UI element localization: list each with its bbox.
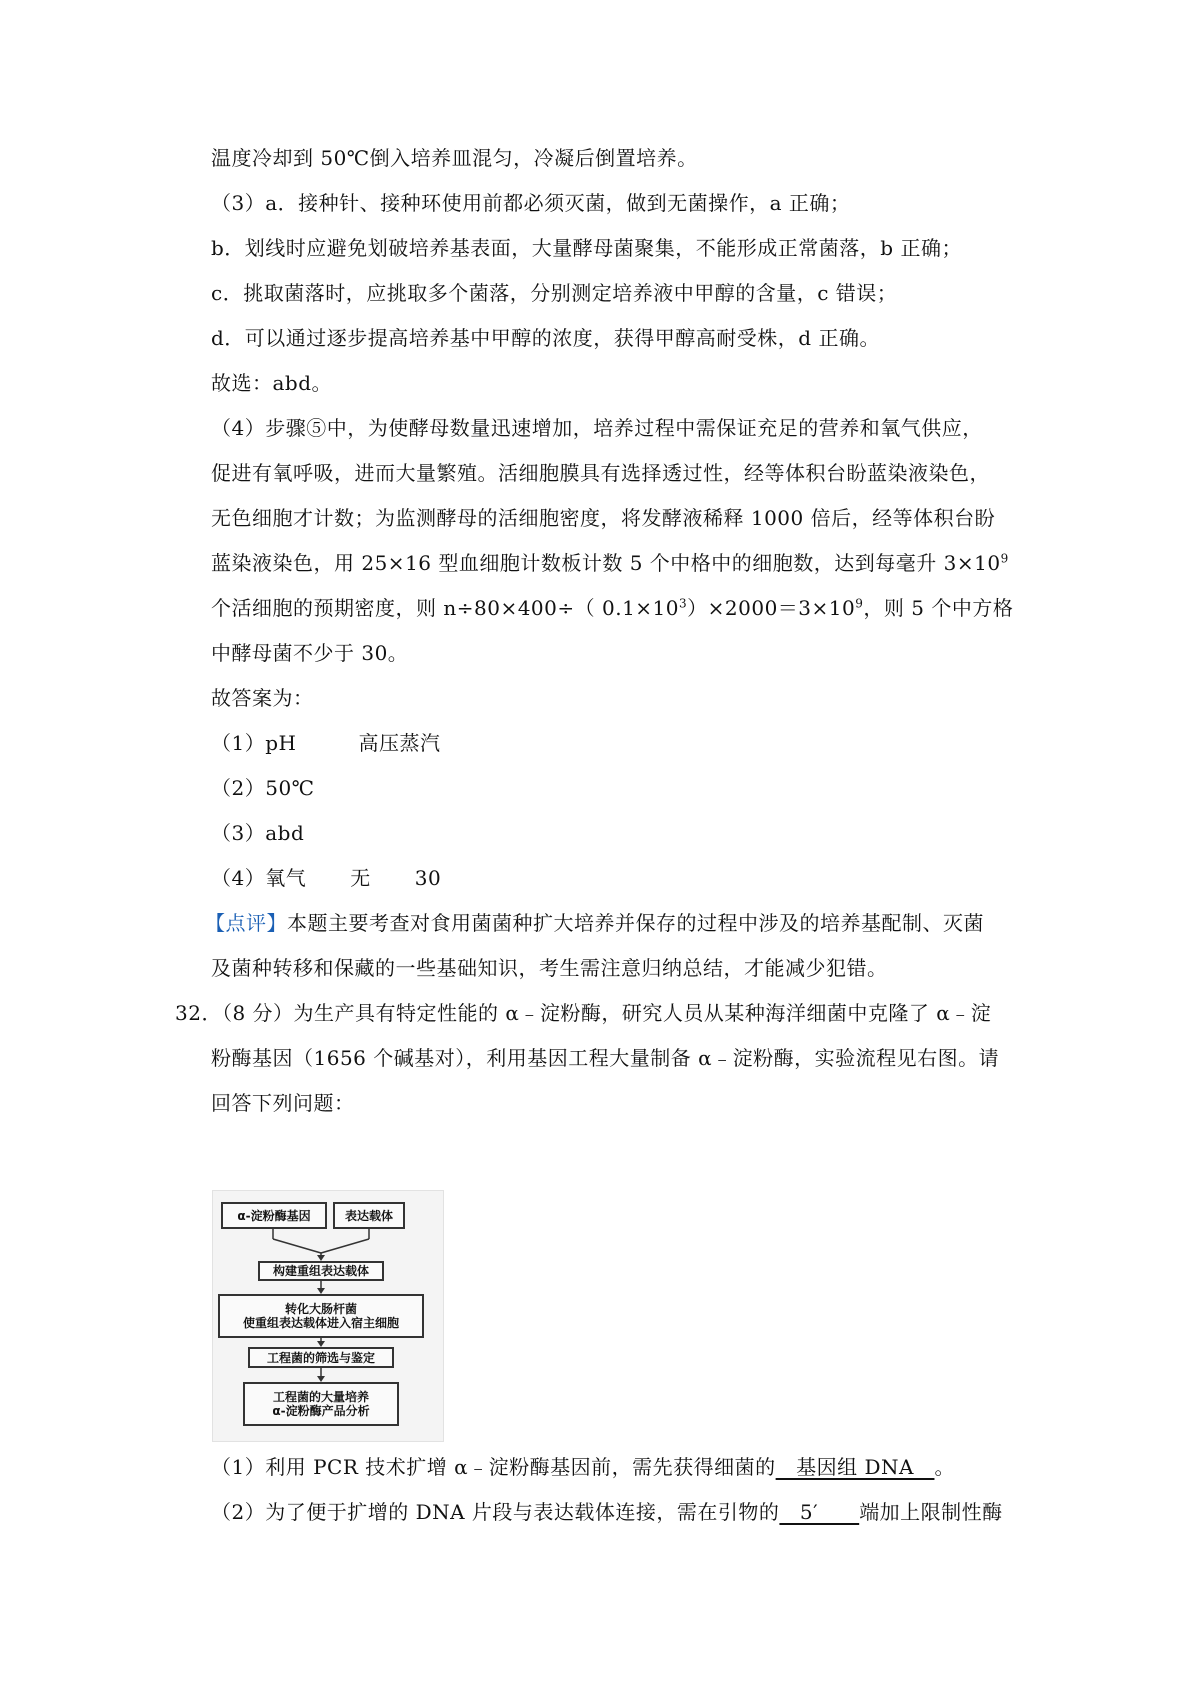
- answer-blank: 基因组 DNA: [775, 1455, 935, 1479]
- answer-blank: 5′: [779, 1500, 860, 1524]
- flow-box-label: 工程菌的大量培养: [272, 1390, 369, 1404]
- answer-header: 故答案为：: [211, 686, 314, 710]
- text-line: d．可以通过逐步提高培养基中甲醇的浓度，获得甲醇高耐受株，d 正确。: [211, 326, 880, 350]
- question-text: （8 分）为生产具有特定性能的 α﹣淀粉酶，研究人员从某种海洋细菌中克隆了 α﹣淀: [221, 1001, 992, 1025]
- answer-value: 氧气: [265, 866, 307, 890]
- text-line: （3）a．接种针、接种环使用前都必须灭菌，做到无菌操作，a 正确；: [211, 191, 851, 215]
- flow-box-label: 构建重组表达载体: [272, 1264, 369, 1278]
- answer-number: （1）: [211, 731, 266, 755]
- flow-box-transform: [218, 1294, 424, 1338]
- flow-box-label: α-淀粉酶基因: [237, 1208, 311, 1223]
- subquestion-text: 端加上限制性酶: [859, 1500, 1003, 1524]
- text-line: 无色细胞才计数；为监测酵母的活细胞密度，将发酵液稀释 1000 倍后，经等体积台盼: [211, 506, 996, 530]
- subquestion-line: [211, 1453, 955, 1481]
- superscript: 9: [855, 596, 864, 611]
- answer-number: （2）: [211, 776, 266, 800]
- question-32-line: [175, 999, 991, 1027]
- question-number: 32．: [175, 1001, 222, 1025]
- text-line: 故选：abd。: [211, 371, 333, 395]
- comment-line: [205, 909, 984, 937]
- text-line: 中酵母菌不少于 30。: [211, 641, 409, 665]
- flowchart-figure: [212, 1190, 444, 1442]
- flow-box-culture: [243, 1382, 399, 1426]
- answer-value: 50℃: [265, 776, 315, 800]
- text-span: 个活细胞的预期密度，则 n÷80×400÷（ 0.1×10: [211, 596, 680, 620]
- flow-box-construct: [258, 1261, 384, 1281]
- comment-line: 及菌种转移和保藏的一些基础知识，考生需注意归纳总结，才能减少犯错。: [211, 956, 888, 980]
- text-line: b．划线时应避免划破培养基表面，大量酵母菌聚集，不能形成正常菌落，b 正确；: [211, 236, 962, 260]
- flow-box-label: α-淀粉酶产品分析: [272, 1404, 370, 1418]
- text-line: 促进有氧呼吸，进而大量繁殖。活细胞膜具有选择透过性，经等体积台盼蓝染液染色，: [211, 461, 990, 485]
- flow-box-screening: [248, 1347, 394, 1368]
- text-line: [211, 549, 1009, 577]
- answer-value: 高压蒸汽: [358, 731, 441, 755]
- subquestion-text: （1）利用 PCR 技术扩增 α﹣淀粉酶基因前，需先获得细菌的: [211, 1455, 776, 1479]
- flow-box-vector: [333, 1202, 405, 1229]
- flow-box-gene: [221, 1202, 327, 1229]
- answer-number: （3）: [211, 821, 266, 845]
- flow-box-label: 表达载体: [344, 1208, 393, 1223]
- subquestion-line: [211, 1498, 1003, 1526]
- question-32-line: 粉酶基因（1656 个碱基对），利用基因工程大量制备 α﹣淀粉酶，实验流程见右图。请: [211, 1046, 1000, 1070]
- superscript: 3: [679, 596, 688, 611]
- answer-value: abd: [265, 821, 305, 845]
- text-line: 温度冷却到 50℃倒入培养皿混匀，冷凝后倒置培养。: [211, 146, 698, 170]
- comment-text: 本题主要考查对食用菌菌种扩大培养并保存的过程中涉及的培养基配制、灭菌: [287, 911, 984, 935]
- text-span: ）×2000＝3×10: [687, 596, 856, 620]
- answer-row: [211, 774, 315, 802]
- text-span: ，则 5 个中方格: [863, 596, 1014, 620]
- answer-row: [211, 729, 440, 757]
- question-32-line: 回答下列问题：: [211, 1091, 355, 1115]
- text-line: （4）步骤⑤中，为使酵母数量迅速增加，培养过程中需保证充足的营养和氧气供应，: [211, 416, 983, 440]
- answer-value: 无: [350, 866, 371, 890]
- answer-value: pH: [265, 731, 297, 755]
- answer-value: 30: [414, 866, 442, 890]
- flow-box-label: 转化大肠杆菌: [284, 1302, 357, 1316]
- answer-number: （4）: [211, 866, 266, 890]
- comment-tag: 【点评】: [205, 911, 287, 935]
- text-line: [211, 594, 1013, 622]
- flow-box-label: 工程菌的筛选与鉴定: [266, 1350, 375, 1365]
- answer-row: [211, 819, 304, 847]
- answer-row: [211, 864, 441, 892]
- text-line: c．挑取菌落时，应挑取多个菌落，分别测定培养液中甲醇的含量，c 错误；: [211, 281, 898, 305]
- subquestion-text: （2）为了便于扩增的 DNA 片段与表达载体连接，需在引物的: [211, 1500, 780, 1524]
- subquestion-text: 。: [934, 1455, 955, 1479]
- superscript: 9: [1000, 551, 1009, 566]
- flow-box-label: 使重组表达载体进入宿主细胞: [242, 1316, 399, 1330]
- text-span: 蓝染液染色，用 25×16 型血细胞计数板计数 5 个中格中的细胞数，达到每毫升 3×10: [211, 551, 1001, 575]
